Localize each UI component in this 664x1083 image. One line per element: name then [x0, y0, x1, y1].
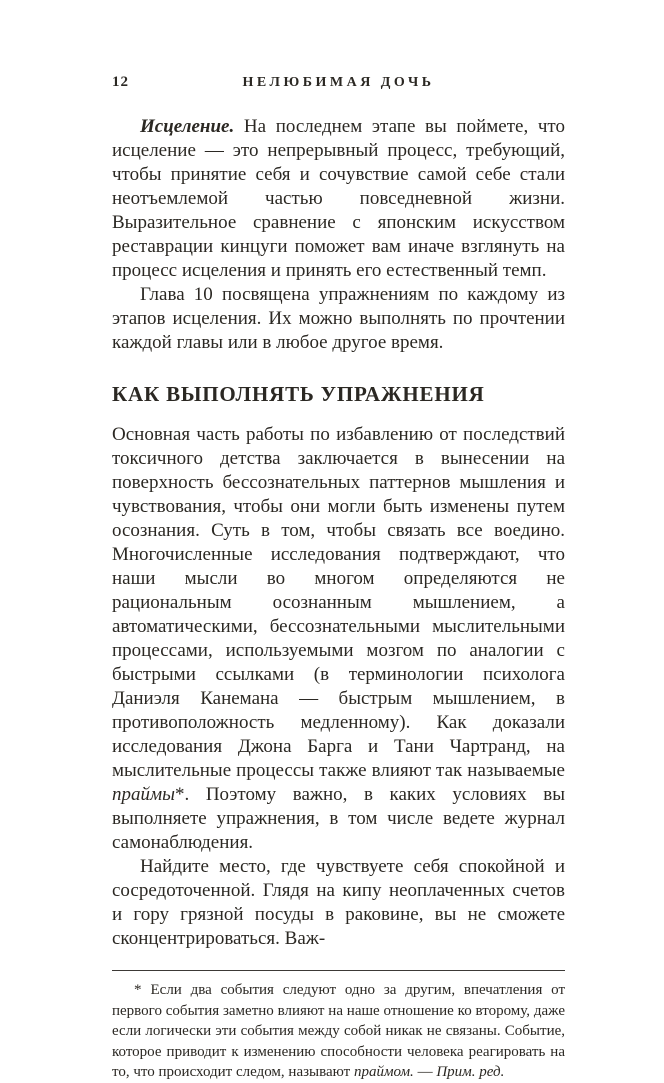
section-heading: КАК ВЫПОЛНЯТЬ УПРАЖНЕНИЯ [112, 382, 485, 406]
paragraph-find-place: Найдите место, где чувствуете себя спокойной и сосредоточенной. Глядя на кипу неоплаченных счетов и гору грязной посуды в раковине, вы не сможете сконцентрироваться. Важ- [112, 856, 565, 949]
paragraph-exercises-part2: *. Поэтому важно, в каких условиях вы выполняете упражнения, в том числе ведете журнал самонаблюдения. [112, 784, 565, 853]
page-body [112, 115, 565, 951]
footnote-text: Если два события следуют одно за другим, впечатления от первого события заметно влияют на наше отношение ко второму, даже если логически эти события между собой никак не связаны. Событие, которое приводит к изменению способности человека реагировать на то, что происходит следом, называют [112, 982, 565, 1080]
paragraph-exercises [112, 423, 565, 855]
paragraph-healing-text: На последнем этапе вы поймете, что исцеление — это непрерывный процесс, требующий, чтобы принятие себя и сочувствие самой себе стали неотъемлемой частью повседневной жизни. Выразительное сравнение с японским искусством реставрации кинцуги поможет вам иначе взглянуть на процесс исцеления и принять его естественный темп. [112, 116, 565, 281]
paragraph-exercises-part1: Основная часть работы по избавлению от последствий токсичного детства заключается в вынесении на поверхность бессознательных паттернов мышления и чувствования, чтобы они могли быть изменены путем осознания. Суть в том, чтобы связать все воедино. Многочисленные исследования подтверждают, что наши мысли во многом определяются не рациональным осознанным мышлением, а автоматическими, бессознательными мыслительными процессами, используемыми мозгом по аналогии с быстрыми ссылками (в терминологии психолога Даниэля Канемана — быстрым мышлением, в противоположность медленному). Как доказали исследования Джона Барга и Тани Чартранд, на мыслительные процессы также влияют так называемые [112, 424, 565, 781]
paragraph-healing [112, 115, 565, 283]
footnote-term: праймом. [353, 1064, 414, 1080]
paragraph-chapter-10: Глава 10 посвящена упражнениям по каждому из этапов исцеления. Их можно выполнять по прочтении каждой главы или в любое другое время. [112, 284, 565, 353]
footnote-dash: — [413, 1064, 437, 1080]
footnote-divider [112, 970, 565, 971]
running-header [112, 74, 565, 91]
editor-note: Прим. ред. [436, 1064, 505, 1080]
footnote-area [112, 970, 565, 1083]
running-title: НЕЛЮБИМАЯ ДОЧЬ [242, 75, 435, 90]
term-primes: праймы [112, 784, 175, 805]
footnote [112, 980, 565, 1083]
footnote-marker: * [134, 982, 142, 998]
paragraph-lead-word: Исцеление. [140, 116, 235, 137]
page-number: 12 [112, 74, 129, 90]
